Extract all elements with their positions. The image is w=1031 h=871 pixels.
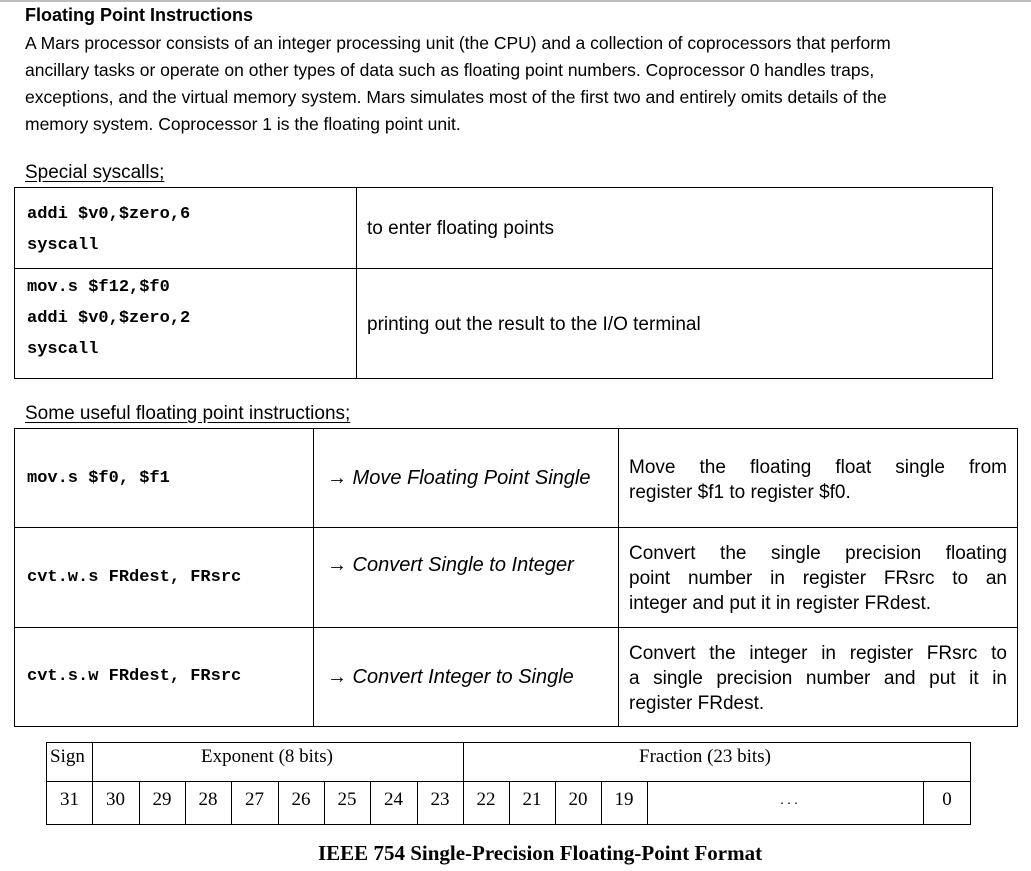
syscalls-table: [14, 187, 993, 379]
bit-number: 0: [942, 789, 952, 810]
description-line: register FRdest.: [629, 693, 765, 714]
description-line: Convert the single precision floating: [629, 543, 1007, 564]
sign-divider: [92, 743, 93, 824]
page-title: Floating Point Instructions: [25, 5, 253, 25]
instruction-name: → Convert Single to Integer: [327, 554, 574, 576]
description-line: point number in register FRsrc to an: [629, 568, 1007, 589]
description-line: register $f1 to register $f0.: [629, 482, 851, 503]
syscall-description: printing out the result to the I/O terminal: [367, 314, 701, 335]
bit-number: 30: [106, 789, 125, 810]
bit-number: 31: [60, 789, 79, 810]
top-divider: [0, 0, 1031, 2]
fraction-label: Fraction (23 bits): [639, 746, 771, 767]
bit-ellipsis: . . .: [780, 793, 798, 808]
instruction-code: cvt.w.s FRdest, FRsrc: [27, 568, 242, 587]
instruction-description: [629, 541, 1007, 616]
description-line: Move the floating float single from: [629, 457, 1007, 478]
bit-number: 24: [384, 789, 403, 810]
instruction-name: → Convert Integer to Single: [327, 666, 574, 688]
table-divider: [313, 429, 314, 726]
bit-number: 23: [430, 789, 450, 810]
intro-paragraph: [25, 30, 1000, 138]
bit-number: 27: [245, 789, 264, 810]
instructions-heading: Some useful floating point instructions;: [25, 403, 351, 424]
figure-caption: IEEE 754 Single-Precision Floating-Point Format: [318, 841, 763, 865]
instruction-description: [629, 641, 1007, 716]
instruction-description: [629, 455, 1007, 505]
bit-number: 22: [476, 789, 496, 810]
syscalls-heading: Special syscalls;: [25, 162, 165, 183]
bit-number: 19: [614, 789, 634, 810]
instructions-table: [14, 428, 1018, 727]
table-divider: [15, 268, 992, 269]
intro-line: exceptions, and the virtual memory system. Mars simulates most of the first two and entirely omits details of the: [25, 87, 887, 107]
sign-label: Sign: [50, 746, 85, 767]
exponent-divider: [463, 743, 464, 824]
description-line: integer and put it in register FRdest.: [629, 593, 932, 614]
table-divider: [356, 188, 357, 378]
instruction-code: cvt.s.w FRdest, FRsrc: [27, 667, 242, 686]
instruction-name: → Move Floating Point Single: [327, 467, 591, 489]
bit-number: 21: [522, 789, 542, 810]
intro-line: ancillary tasks or operate on other types of data such as floating point numbers. Coprocessor 0 handles traps,: [25, 60, 875, 80]
exponent-label: Exponent (8 bits): [201, 746, 333, 767]
syscall-description: to enter floating points: [367, 218, 554, 239]
bit-number: 28: [198, 789, 218, 810]
intro-line: memory system. Coprocessor 1 is the floating point unit.: [25, 114, 461, 134]
intro-line: A Mars processor consists of an integer processing unit (the CPU) and a collection of coprocessors that perform: [25, 33, 891, 53]
bit-number: 20: [568, 789, 588, 810]
code-line: syscall: [27, 340, 99, 359]
description-line: Convert the integer in register FRsrc to: [629, 643, 1007, 664]
ieee754-bit-layout: [46, 742, 971, 825]
table-divider: [15, 627, 1017, 628]
instruction-code: mov.s $f0, $f1: [27, 469, 170, 488]
bit-number: 26: [291, 789, 311, 810]
code-line: syscall: [27, 236, 99, 255]
table-divider: [618, 429, 619, 726]
code-line: addi $v0,$zero,6: [27, 205, 191, 224]
code-line: addi $v0,$zero,2: [27, 309, 191, 328]
table-divider: [15, 527, 1017, 528]
description-line: a single precision number and put it in: [629, 668, 1007, 689]
bit-number: 29: [152, 789, 172, 810]
code-line: mov.s $f12,$f0: [27, 278, 170, 297]
bit-divider: [647, 781, 648, 824]
bit-number: 25: [337, 789, 357, 810]
